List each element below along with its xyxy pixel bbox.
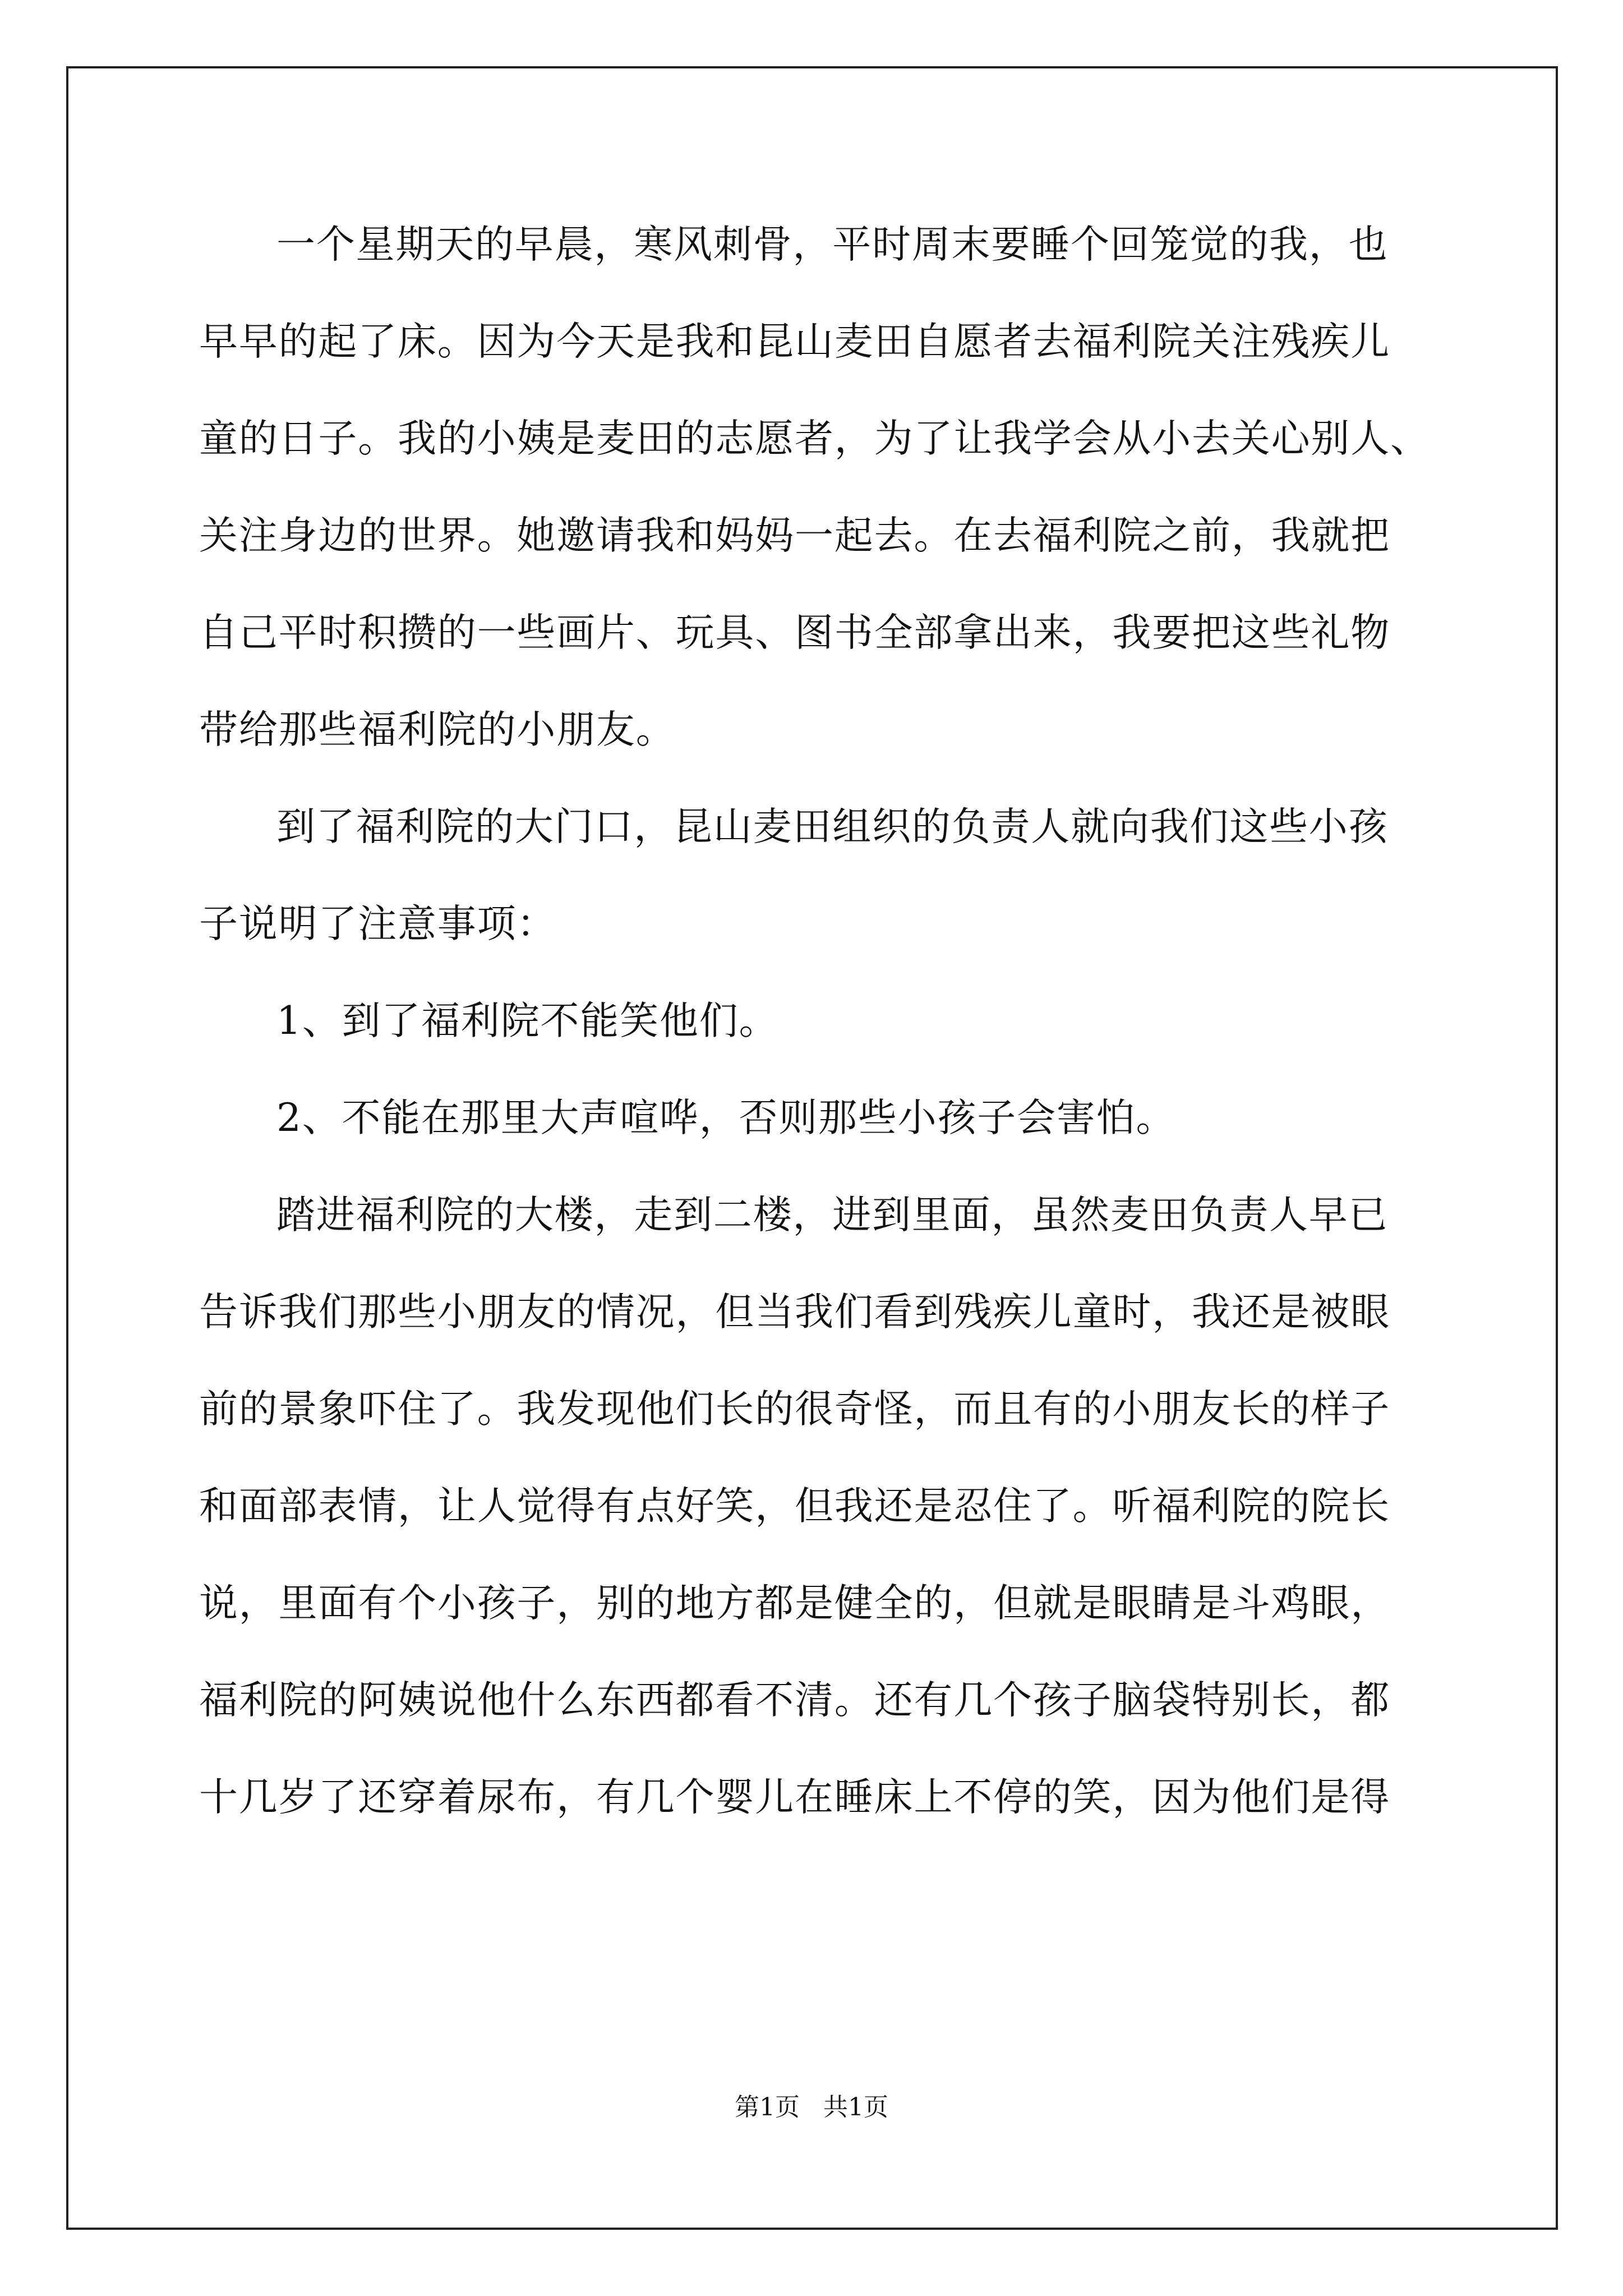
text-line-15: 说，里面有个小孩子，别的地方都是健全的，但就是眼睛是斗鸡眼， (199, 1581, 1390, 1626)
text-line-1: 一个星期天的早晨，寒风刺骨，平时周末要睡个回笼觉的我，也 (276, 222, 1389, 267)
text-line-16: 福利院的阿姨说他什么东西都看不清。还有几个孩子脑袋特别长，都 (199, 1678, 1390, 1723)
text-line-5: 自己平时积攒的一些画片、玩具、图书全部拿出来，我要把这些礼物 (199, 610, 1390, 655)
text-line-13: 前的景象吓住了。我发现他们长的很奇怪，而且有的小朋友长的样子 (199, 1387, 1390, 1432)
page-number-footer: 第1页 共1页 (735, 2093, 888, 2122)
text-line-10: 2、不能在那里大声喧哗，否则那些小孩子会害怕。 (276, 1096, 1176, 1140)
text-line-14: 和面部表情，让人觉得有点好笑，但我还是忍住了。听福利院的院长 (199, 1484, 1390, 1529)
text-line-11: 踏进福利院的大楼，走到二楼，进到里面，虽然麦田负责人早已 (276, 1193, 1389, 1237)
text-line-3: 童的日子。我的小姨是麦田的志愿者，为了让我学会从小去关心别人、 (199, 416, 1430, 461)
text-line-17: 十几岁了还穿着尿布，有几个婴儿在睡床上不停的笑，因为他们是得 (199, 1775, 1390, 1820)
text-line-12: 告诉我们那些小朋友的情况，但当我们看到残疾儿童时，我还是被眼 (199, 1290, 1390, 1335)
text-line-6: 带给那些福利院的小朋友。 (199, 707, 676, 752)
text-line-2: 早早的起了床。因为今天是我和昆山麦田自愿者去福利院关注残疾儿 (199, 319, 1390, 364)
text-line-7: 到了福利院的大门口，昆山麦田组织的负责人就向我们这些小孩 (276, 804, 1389, 849)
text-line-8: 子说明了注意事项： (199, 901, 557, 946)
text-line-9: 1、到了福利院不能笑他们。 (276, 999, 779, 1043)
text-line-4: 关注身边的世界。她邀请我和妈妈一起去。在去福利院之前，我就把 (199, 513, 1390, 558)
document-body (199, 218, 1433, 1867)
